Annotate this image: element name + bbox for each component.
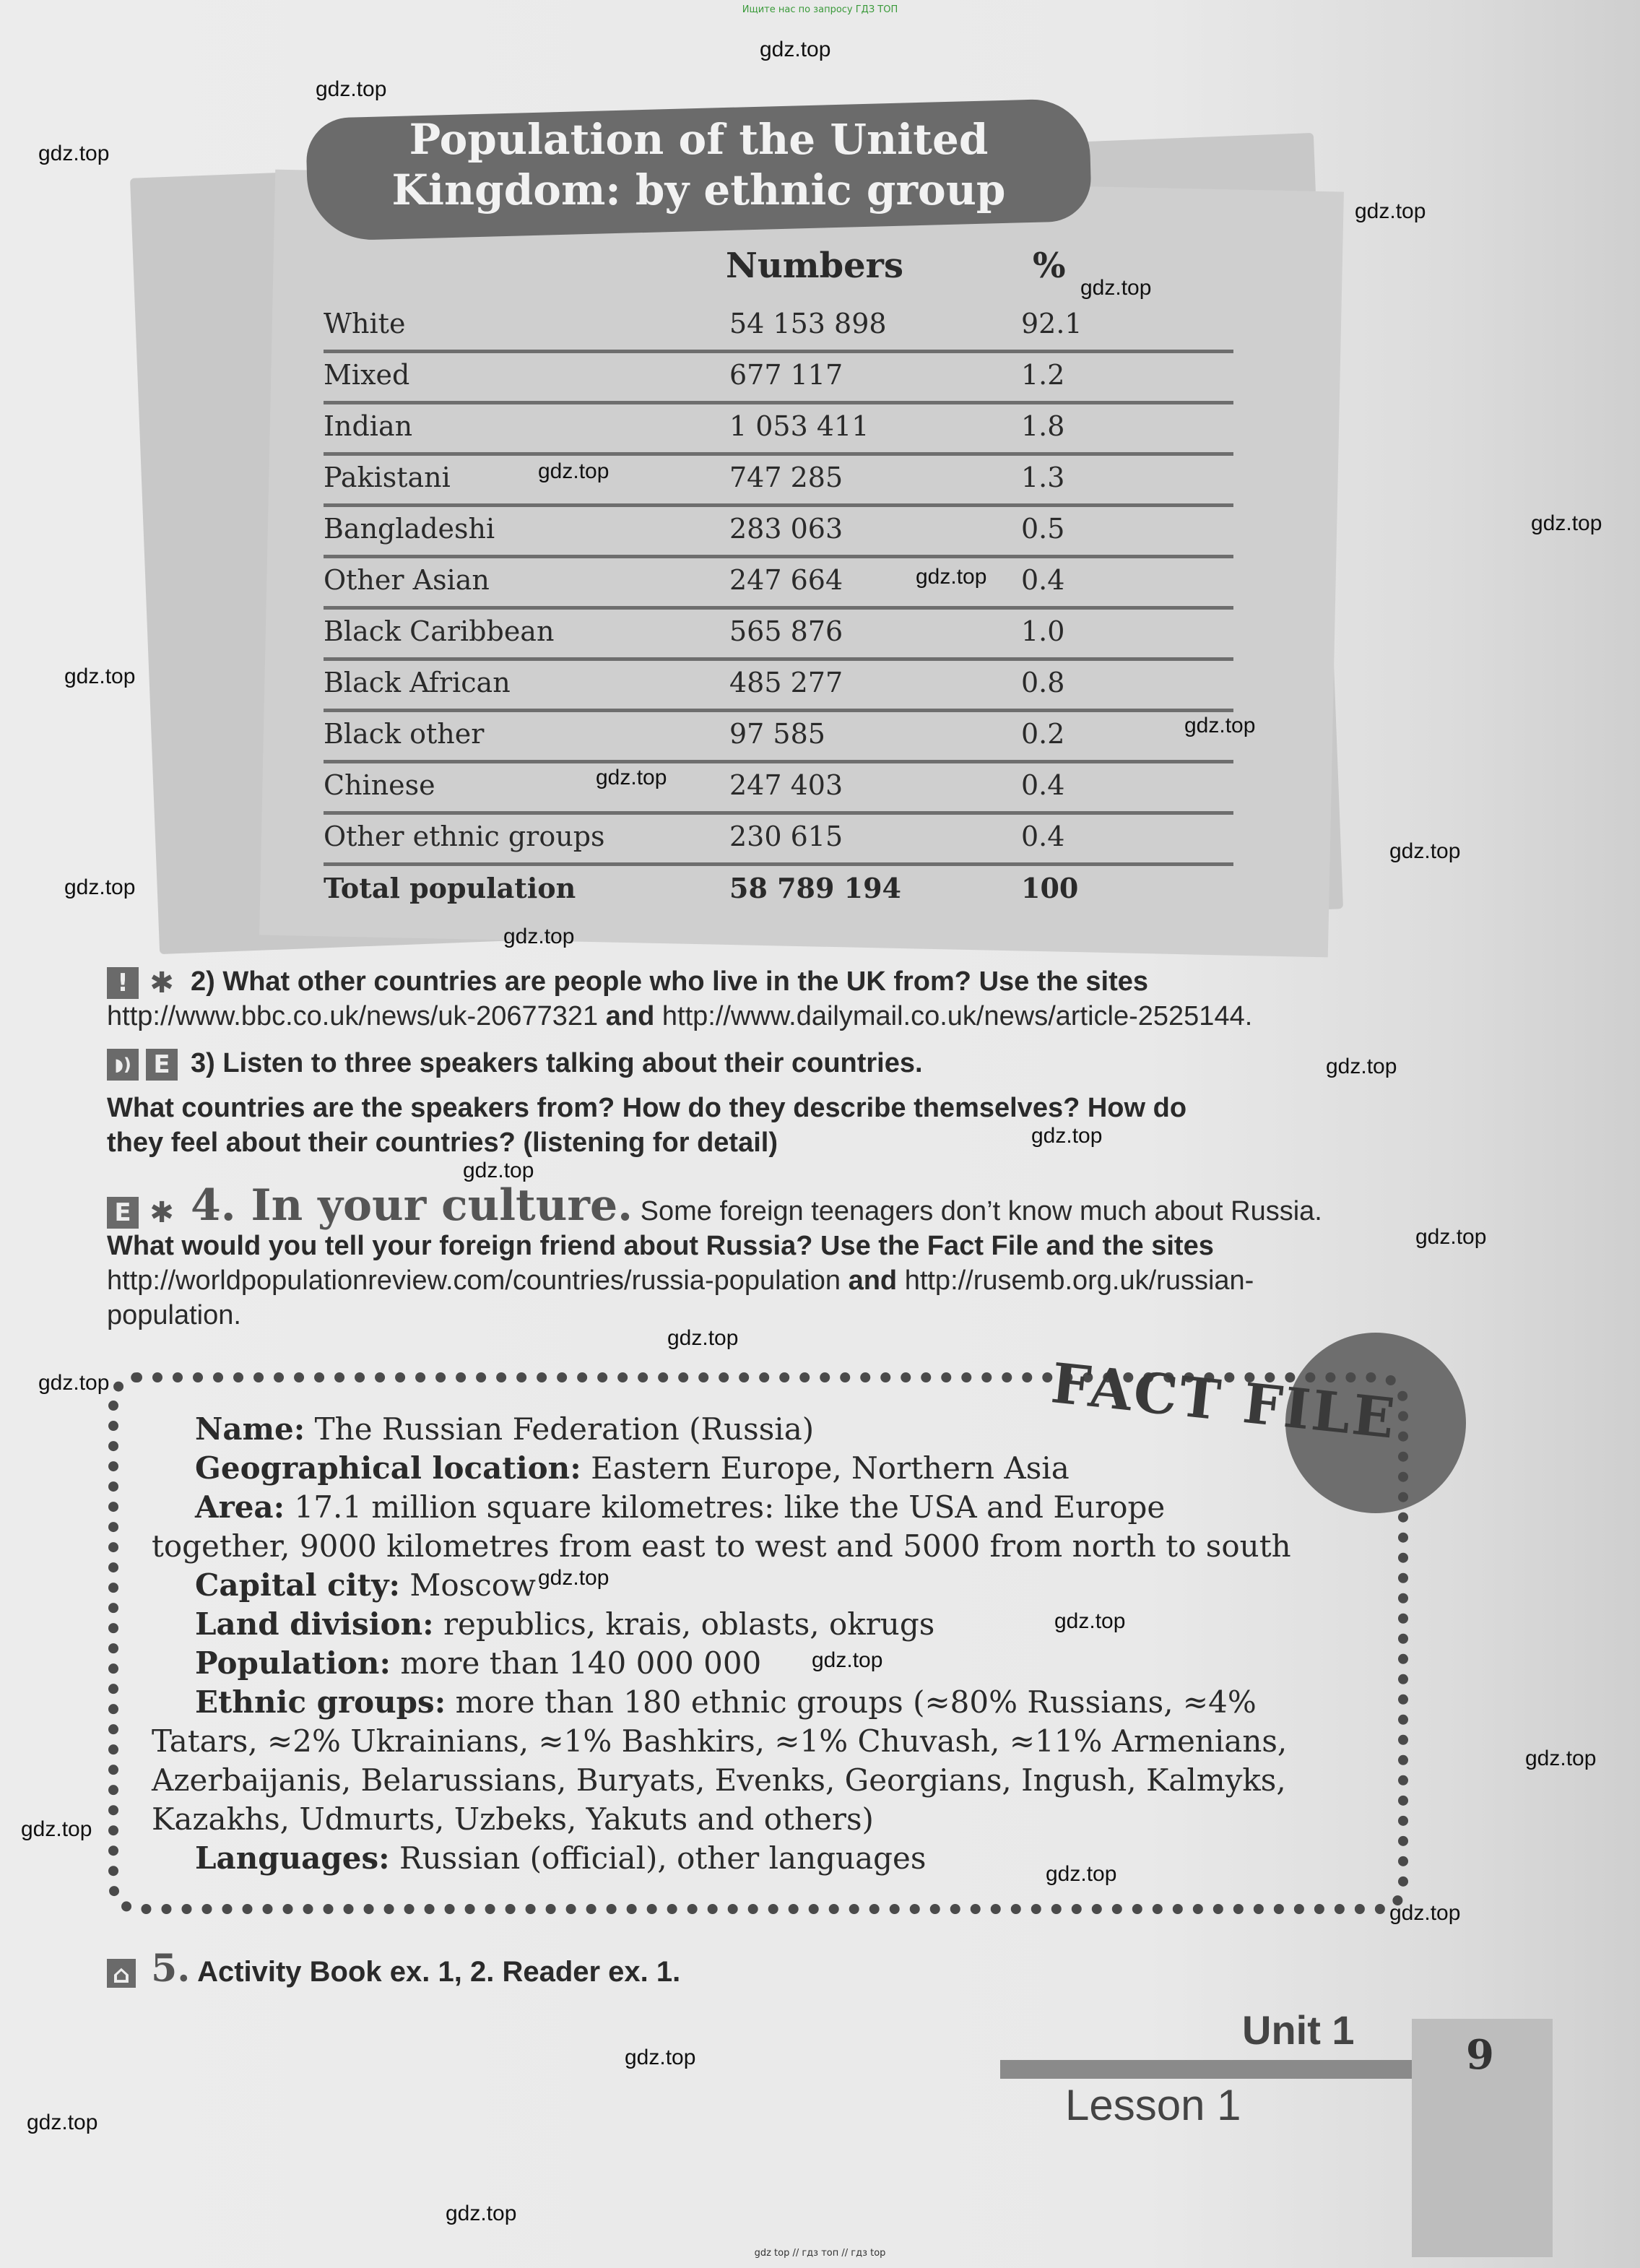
activity-text: Activity Book ex. 1, 2. Reader ex. 1. — [197, 1956, 681, 1988]
label: Population: — [195, 1645, 391, 1681]
watermark: gdz.top — [1080, 276, 1152, 300]
q2-and: and — [605, 1001, 655, 1031]
link-dailymail[interactable]: http://www.dailymail.co.uk/news/article-2525144. — [661, 1001, 1253, 1031]
value: 17.1 million square kilometres: like the USA and Europe — [294, 1489, 1166, 1525]
watermark: gdz.top — [812, 1648, 883, 1672]
fact-ethnic-cont1: Tatars, ≈2% Ukrainians, ≈1% Bashkirs, ≈1% Chuvash, ≈11% Armenians, — [152, 1723, 1288, 1759]
table-title-line1: Population of the United — [409, 115, 989, 164]
cell-numbers: 485 277 — [729, 667, 843, 698]
activity-number: 5. — [151, 1947, 191, 1991]
label: Name: — [195, 1411, 305, 1447]
table-row — [324, 453, 1233, 507]
table-row — [324, 402, 1233, 456]
cell-numbers: 97 585 — [729, 718, 825, 750]
q4-and: and — [848, 1265, 898, 1296]
cell-group: Total population — [324, 872, 576, 904]
watermark: gdz.top — [1415, 1225, 1487, 1249]
question-4 — [107, 1180, 1414, 1333]
watermark: gdz.top — [916, 565, 987, 589]
watermark: gdz.top — [1184, 714, 1256, 737]
watermark: gdz.top — [625, 2046, 696, 2069]
fact-area — [152, 1488, 1415, 1527]
value: Eastern Europe, Northern Asia — [591, 1450, 1070, 1486]
watermark: gdz.top — [538, 459, 609, 483]
label: Ethnic groups: — [195, 1684, 446, 1720]
link-rusemb-cont[interactable]: population. — [107, 1300, 241, 1330]
fact-name — [152, 1410, 1415, 1449]
watermark: gdz.top — [1031, 1124, 1103, 1148]
web-star-icon: ✱ — [149, 966, 174, 1000]
label: Geographical location: — [195, 1450, 581, 1486]
watermark: gdz.top — [1525, 1747, 1597, 1770]
table-row — [324, 761, 1233, 815]
question-3 — [107, 1046, 1414, 1160]
cell-percent: 0.2 — [1021, 718, 1065, 750]
value: Russian (official), other languages — [399, 1840, 927, 1876]
cell-group: White — [324, 308, 406, 339]
cell-numbers: 247 403 — [729, 769, 843, 801]
cell-percent: 0.4 — [1021, 564, 1065, 596]
table-row — [324, 709, 1233, 763]
watermark: gdz.top — [316, 77, 387, 101]
watermark: gdz.top — [1531, 511, 1602, 535]
table-row — [324, 350, 1233, 404]
cell-numbers: 283 063 — [729, 513, 843, 545]
watermark: gdz.top — [1355, 199, 1426, 223]
cell-percent: 100 — [1021, 872, 1079, 904]
watermark: gdz.top — [503, 925, 575, 948]
label: Languages: — [195, 1840, 390, 1876]
q4-heading: 4. In your culture. — [191, 1180, 633, 1231]
unit-label: Unit 1 — [1242, 2007, 1355, 2053]
bottom-note: gdz top // гдз топ // гдз top — [754, 2248, 886, 2259]
cell-numbers: 677 117 — [729, 359, 843, 391]
watermark: gdz.top — [463, 1159, 534, 1182]
cell-group: Black Caribbean — [324, 615, 555, 647]
fact-ethnic-cont3: Kazakhs, Udmurts, Uzbeks, Yakuts and others) — [152, 1801, 874, 1837]
cell-group: Bangladeshi — [324, 513, 495, 545]
q2-text: 2) What other countries are people who live in the UK from? Use the sites — [191, 966, 1149, 997]
cell-group: Other ethnic groups — [324, 821, 605, 852]
watermark: gdz.top — [446, 2202, 517, 2225]
link-bbc[interactable]: http://www.bbc.co.uk/news/uk-20677321 — [107, 1001, 599, 1031]
top-note: Ищите нас по запросу ГДЗ ТОП — [742, 4, 898, 15]
cell-percent: 1.3 — [1021, 462, 1065, 493]
audio-icon: ◗) — [107, 1049, 139, 1081]
fact-capital — [152, 1566, 1415, 1605]
table-title — [307, 114, 1090, 215]
value: republics, krais, oblasts, okrugs — [443, 1606, 935, 1642]
fact-ethnic — [152, 1683, 1415, 1722]
label: Land division: — [195, 1606, 434, 1642]
cell-numbers: 230 615 — [729, 821, 843, 852]
q3-line2: What countries are the speakers from? How do they describe themselves? How do — [107, 1093, 1187, 1123]
cell-numbers: 565 876 — [729, 615, 843, 647]
q3-line1: 3) Listen to three speakers talking about their countries. — [191, 1048, 923, 1078]
label: Area: — [195, 1489, 285, 1525]
col-header-percent: % — [1033, 246, 1066, 286]
label: Capital city: — [195, 1567, 400, 1603]
table-row — [324, 812, 1233, 866]
cell-percent: 92.1 — [1021, 308, 1083, 339]
cell-percent: 1.0 — [1021, 615, 1065, 647]
cell-group: Other Asian — [324, 564, 490, 596]
value: more than 140 000 000 — [400, 1645, 762, 1681]
cell-percent: 1.2 — [1021, 359, 1065, 391]
watermark: gdz.top — [38, 142, 110, 165]
fact-area-cont: together, 9000 kilometres from east to west and 5000 from north to south — [152, 1528, 1291, 1564]
watermark: gdz.top — [64, 875, 136, 899]
cell-group: Black African — [324, 667, 511, 698]
cell-numbers: 747 285 — [729, 462, 843, 493]
footer-bar — [1000, 2060, 1412, 2079]
table-row — [324, 504, 1233, 558]
cell-group: Pakistani — [324, 462, 451, 493]
e-icon: E — [146, 1049, 178, 1081]
cell-percent: 0.8 — [1021, 667, 1065, 698]
q4-intro: Some foreign teenagers don’t know much about Russia. — [640, 1196, 1322, 1226]
watermark: gdz.top — [21, 1817, 92, 1841]
question-2 — [107, 964, 1414, 1034]
watermark: gdz.top — [38, 1371, 110, 1395]
fact-languages — [152, 1839, 1415, 1878]
value: Moscow — [409, 1567, 536, 1603]
watermark: gdz.top — [1046, 1862, 1117, 1886]
cell-group: Mixed — [324, 359, 410, 391]
page-number: 9 — [1466, 2031, 1494, 2079]
watermark: gdz.top — [538, 1566, 609, 1590]
web-star-icon: ✱ — [149, 1195, 174, 1229]
watermark: gdz.top — [760, 38, 831, 61]
cell-percent: 0.5 — [1021, 513, 1065, 545]
link-worldpopulationreview[interactable]: http://worldpopulationreview.com/countries/russia-population — [107, 1265, 841, 1296]
cell-group: Chinese — [324, 769, 435, 801]
cell-numbers: 58 789 194 — [729, 872, 901, 904]
cell-percent: 0.4 — [1021, 769, 1065, 801]
cell-numbers: 54 153 898 — [729, 308, 887, 339]
watermark: gdz.top — [1389, 1901, 1461, 1925]
col-header-numbers: Numbers — [726, 246, 903, 286]
q4-line2: What would you tell your foreign friend about Russia? Use the Fact File and the sites — [107, 1231, 1214, 1261]
cell-numbers: 247 664 — [729, 564, 843, 596]
e-icon: E — [107, 1197, 139, 1229]
fact-geo — [152, 1449, 1415, 1488]
watermark: gdz.top — [667, 1326, 739, 1350]
table-title-line2: Kingdom: by ethnic group — [391, 165, 1006, 215]
table-row — [324, 299, 1233, 353]
lesson-label: Lesson 1 — [1065, 2081, 1241, 2129]
cell-percent: 1.8 — [1021, 410, 1065, 442]
watermark: gdz.top — [64, 665, 136, 688]
cell-percent: 0.4 — [1021, 821, 1065, 852]
cell-group: Black other — [324, 718, 485, 750]
table-row — [324, 658, 1233, 712]
q3-line3: they feel about their countries? (listening for detail) — [107, 1127, 778, 1158]
link-rusemb[interactable]: http://rusemb.org.uk/russian- — [904, 1265, 1254, 1296]
value: The Russian Federation (Russia) — [314, 1411, 815, 1447]
table-row — [324, 555, 1233, 610]
exclamation-icon: ! — [107, 967, 139, 999]
fact-population — [152, 1644, 1415, 1683]
watermark: gdz.top — [27, 2111, 98, 2134]
watermark: gdz.top — [1389, 839, 1461, 863]
fact-file-title: FACT FILE — [1048, 1351, 1400, 1451]
activity-5 — [107, 1947, 680, 1991]
watermark: gdz.top — [1326, 1055, 1397, 1078]
watermark: gdz.top — [596, 766, 667, 789]
table-row — [324, 607, 1233, 661]
fact-ethnic-cont2: Azerbaijanis, Belarussians, Buryats, Evenks, Georgians, Ingush, Kalmyks, — [152, 1762, 1286, 1798]
table-row-total — [324, 863, 1233, 914]
fact-land — [152, 1605, 1415, 1644]
home-icon: ⌂ — [107, 1959, 136, 1988]
cell-group: Indian — [324, 410, 413, 442]
cell-numbers: 1 053 411 — [729, 410, 869, 442]
watermark: gdz.top — [1054, 1609, 1126, 1633]
value: more than 180 ethnic groups (≈80% Russians, ≈4% — [455, 1684, 1257, 1720]
